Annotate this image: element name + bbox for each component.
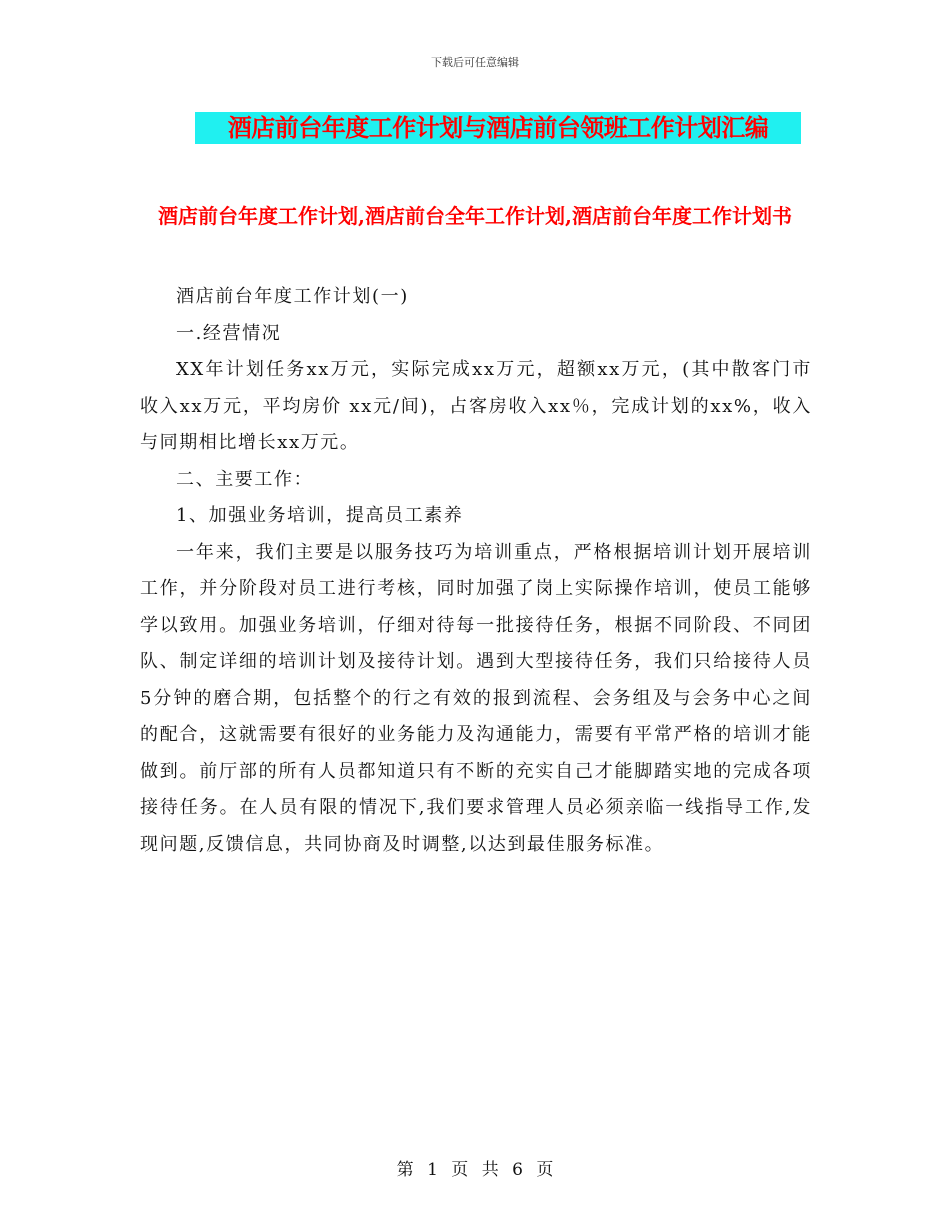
sub-title: 酒店前台年度工作计划,酒店前台全年工作计划,酒店前台年度工作计划书 [158, 204, 792, 228]
page-footer [0, 1155, 950, 1180]
paragraph-operations: XX年计划任务xx万元，实际完成xx万元，超额xx万元，(其中散客门市收入xx万元，平均房价 xx元/间)，占客房收入xx％，完成计划的xx%，收入与同期相比增长xx万元。 [140, 359, 812, 453]
section-heading-plan: 酒店前台年度工作计划(一) [176, 286, 409, 307]
footer-total-label: 共 [481, 1160, 499, 1180]
main-title: 酒店前台年度工作计划与酒店前台领班工作计划汇编 [227, 113, 769, 142]
main-title-highlight [195, 112, 801, 144]
footer-total-pages: 6 [512, 1160, 523, 1180]
header-note: 下载后可任意编辑 [431, 56, 519, 69]
paragraph-training: 一年来，我们主要是以服务技巧为培训重点，严格根据培训计划开展培训工作，并分阶段对员工进行考核，同时加强了岗上实际操作培训，使员工能够学以致用。加强业务培训，仔细对待每一批接待任务，根据不同阶段、不同团队、制定详细的培训计划及接待计划。遇到大型接待任务，我们只给接待人员5分钟的磨合期，包括整个的行之有效的报到流程、会务组及与会务中心之间的配合，这就需要有很好的业务能力及沟通能力，需要有平常严格的培训才能做到。前厅部的所有人员都知道只有不断的充实自己才能脚踏实地的完成各项接待任务。在人员有限的情况下,我们要求管理人员必须亲临一线指导工作,发现问题,反馈信息，共同协商及时调整,以达到最佳服务标准。 [140, 541, 812, 855]
body-text [140, 279, 812, 863]
subsection-heading-training: 1、加强业务培训，提高员工素养 [176, 505, 464, 526]
footer-page-label: 页 [451, 1160, 469, 1180]
footer-page-number: 1 [427, 1160, 438, 1180]
footer-prefix: 第 [396, 1160, 414, 1180]
section-heading-operations: 一.经营情况 [176, 322, 282, 344]
footer-suffix: 页 [536, 1160, 554, 1180]
section-heading-main-work: 二、主要工作： [176, 468, 314, 490]
